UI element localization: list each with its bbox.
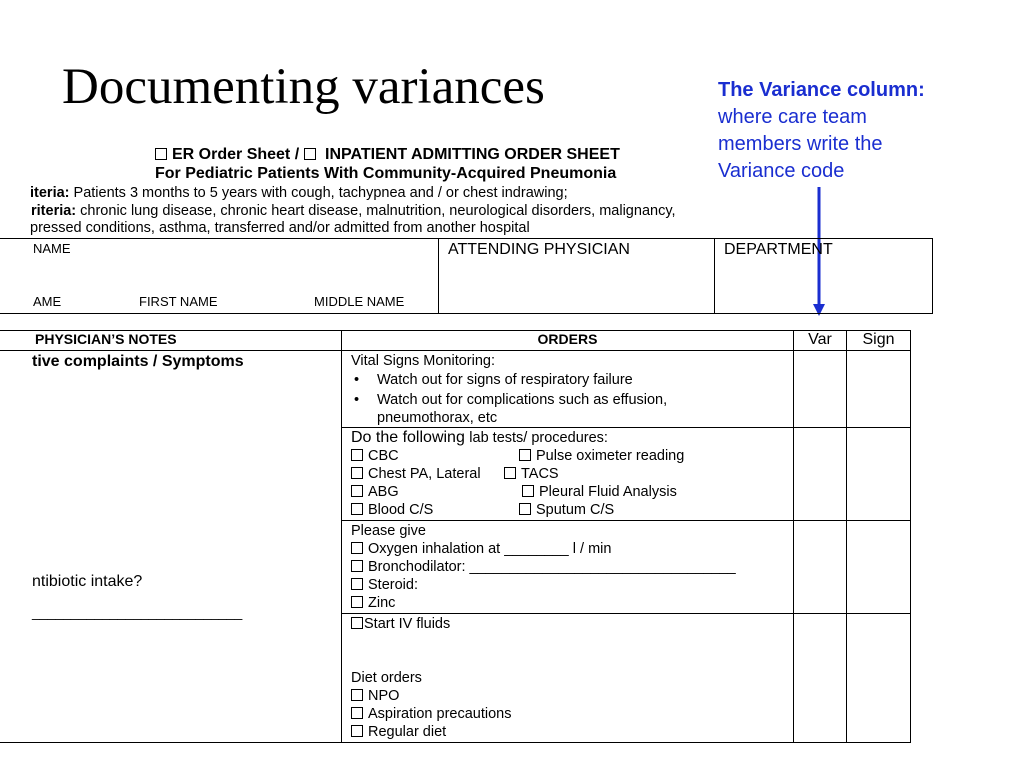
diet-item: Regular diet xyxy=(351,723,784,741)
give-item: Oxygen inhalation at ________ l / min xyxy=(351,540,784,558)
last-name-label: AME xyxy=(33,294,62,309)
vitals-item: • Watch out for complications such as effusion, xyxy=(351,390,784,410)
var-header: Var xyxy=(794,331,847,351)
callout-line-1: where care team xyxy=(718,106,867,128)
middle-name-label: MIDDLE NAME xyxy=(314,294,405,309)
notes-blank-line: ___________________________ xyxy=(32,603,243,620)
sign-cell[interactable] xyxy=(847,521,911,614)
antibiotic-label: ntibiotic intake? xyxy=(32,573,143,590)
callout-heading: The Variance column: xyxy=(718,79,925,101)
checkbox-icon[interactable] xyxy=(351,689,363,701)
patient-info-table xyxy=(0,238,933,314)
callout-line-3: Variance code xyxy=(718,160,845,182)
exclusion-criteria-cont: pressed conditions, asthma, transferred and/or admitted from another hospital xyxy=(30,220,530,236)
give-item: Zinc xyxy=(351,594,784,612)
orders-header: ORDERS xyxy=(342,331,794,351)
var-cell[interactable] xyxy=(794,351,847,428)
first-name-label: FIRST NAME xyxy=(139,294,218,309)
labs-row: Blood C/S Sputum C/S xyxy=(351,501,784,519)
checkbox-icon[interactable] xyxy=(351,596,363,608)
orders-table xyxy=(0,330,911,743)
checkbox-icon[interactable] xyxy=(351,467,363,479)
checkbox-icon[interactable] xyxy=(351,707,363,719)
department-label: DEPARTMENT xyxy=(724,241,833,258)
checkbox-icon xyxy=(304,148,316,160)
table-row xyxy=(0,614,911,743)
checkbox-icon[interactable] xyxy=(351,503,363,515)
checkbox-icon[interactable] xyxy=(351,617,363,629)
sign-cell[interactable] xyxy=(847,614,911,743)
patient-name-cell[interactable] xyxy=(0,239,439,314)
form-title-line-2: For Pediatric Patients With Community-Acquired Pneumonia xyxy=(155,165,617,182)
vitals-cell xyxy=(342,351,794,428)
table-header-row xyxy=(0,331,911,351)
slide-title: Documenting variances xyxy=(62,59,545,115)
complaints-label: tive complaints / Symptoms xyxy=(32,353,244,370)
diet-item: Aspiration precautions xyxy=(351,705,784,723)
labs-cell xyxy=(342,428,794,521)
give-item: Bronchodilator: _________________________________ xyxy=(351,558,784,576)
inclusion-criteria: iteria: Patients 3 months to 5 years with cough, tachypnea and / or chest indrawing; xyxy=(30,185,568,201)
attending-physician-cell[interactable] xyxy=(439,239,715,314)
callout-line-2: members write the xyxy=(718,133,883,155)
give-title: Please give xyxy=(351,523,426,539)
var-cell[interactable] xyxy=(794,521,847,614)
sign-header: Sign xyxy=(847,331,911,351)
checkbox-icon[interactable] xyxy=(351,560,363,572)
checkbox-icon[interactable] xyxy=(351,485,363,497)
labs-title-b: lab tests/ procedures: xyxy=(469,430,608,446)
attending-label: ATTENDING PHYSICIAN xyxy=(448,241,630,258)
give-item: Steroid: xyxy=(351,576,784,594)
iv-diet-cell xyxy=(342,614,794,743)
checkbox-icon[interactable] xyxy=(351,542,363,554)
labs-row: Chest PA, Lateral TACS xyxy=(351,465,784,483)
sign-cell[interactable] xyxy=(847,351,911,428)
diet-title: Diet orders xyxy=(351,670,422,686)
var-cell[interactable] xyxy=(794,428,847,521)
checkbox-icon[interactable] xyxy=(519,503,531,515)
checkbox-icon[interactable] xyxy=(519,449,531,461)
labs-row: CBC Pulse oximeter reading xyxy=(351,447,784,465)
iv-item: Start IV fluids xyxy=(351,615,784,633)
notes-cell-lower[interactable] xyxy=(0,603,342,743)
vitals-item-cont: pneumothorax, etc xyxy=(377,410,498,426)
checkbox-icon[interactable] xyxy=(351,725,363,737)
table-row xyxy=(0,351,911,428)
checkbox-icon xyxy=(155,148,167,160)
checkbox-icon[interactable] xyxy=(351,578,363,590)
labs-row: ABG Pleural Fluid Analysis xyxy=(351,483,784,501)
vitals-item: • Watch out for signs of respiratory failure xyxy=(351,370,784,390)
checkbox-icon[interactable] xyxy=(351,449,363,461)
notes-cell[interactable] xyxy=(0,351,342,614)
checkbox-icon[interactable] xyxy=(522,485,534,497)
name-label: NAME xyxy=(33,241,71,256)
notes-header: PHYSICIAN’S NOTES xyxy=(0,331,342,351)
labs-title-a: Do the following xyxy=(351,429,470,446)
give-cell xyxy=(342,521,794,614)
form-title-line-1: ER Order Sheet / INPATIENT ADMITTING ORDER SHEET xyxy=(155,146,620,164)
checkbox-icon[interactable] xyxy=(504,467,516,479)
sign-cell[interactable] xyxy=(847,428,911,521)
variance-callout xyxy=(718,77,1018,185)
department-cell[interactable] xyxy=(715,239,933,314)
var-cell[interactable] xyxy=(794,614,847,743)
diet-item: NPO xyxy=(351,687,784,705)
vitals-title: Vital Signs Monitoring: xyxy=(351,353,496,369)
exclusion-criteria: riteria: chronic lung disease, chronic heart disease, malnutrition, neurological disorders, malignancy, xyxy=(31,203,676,219)
